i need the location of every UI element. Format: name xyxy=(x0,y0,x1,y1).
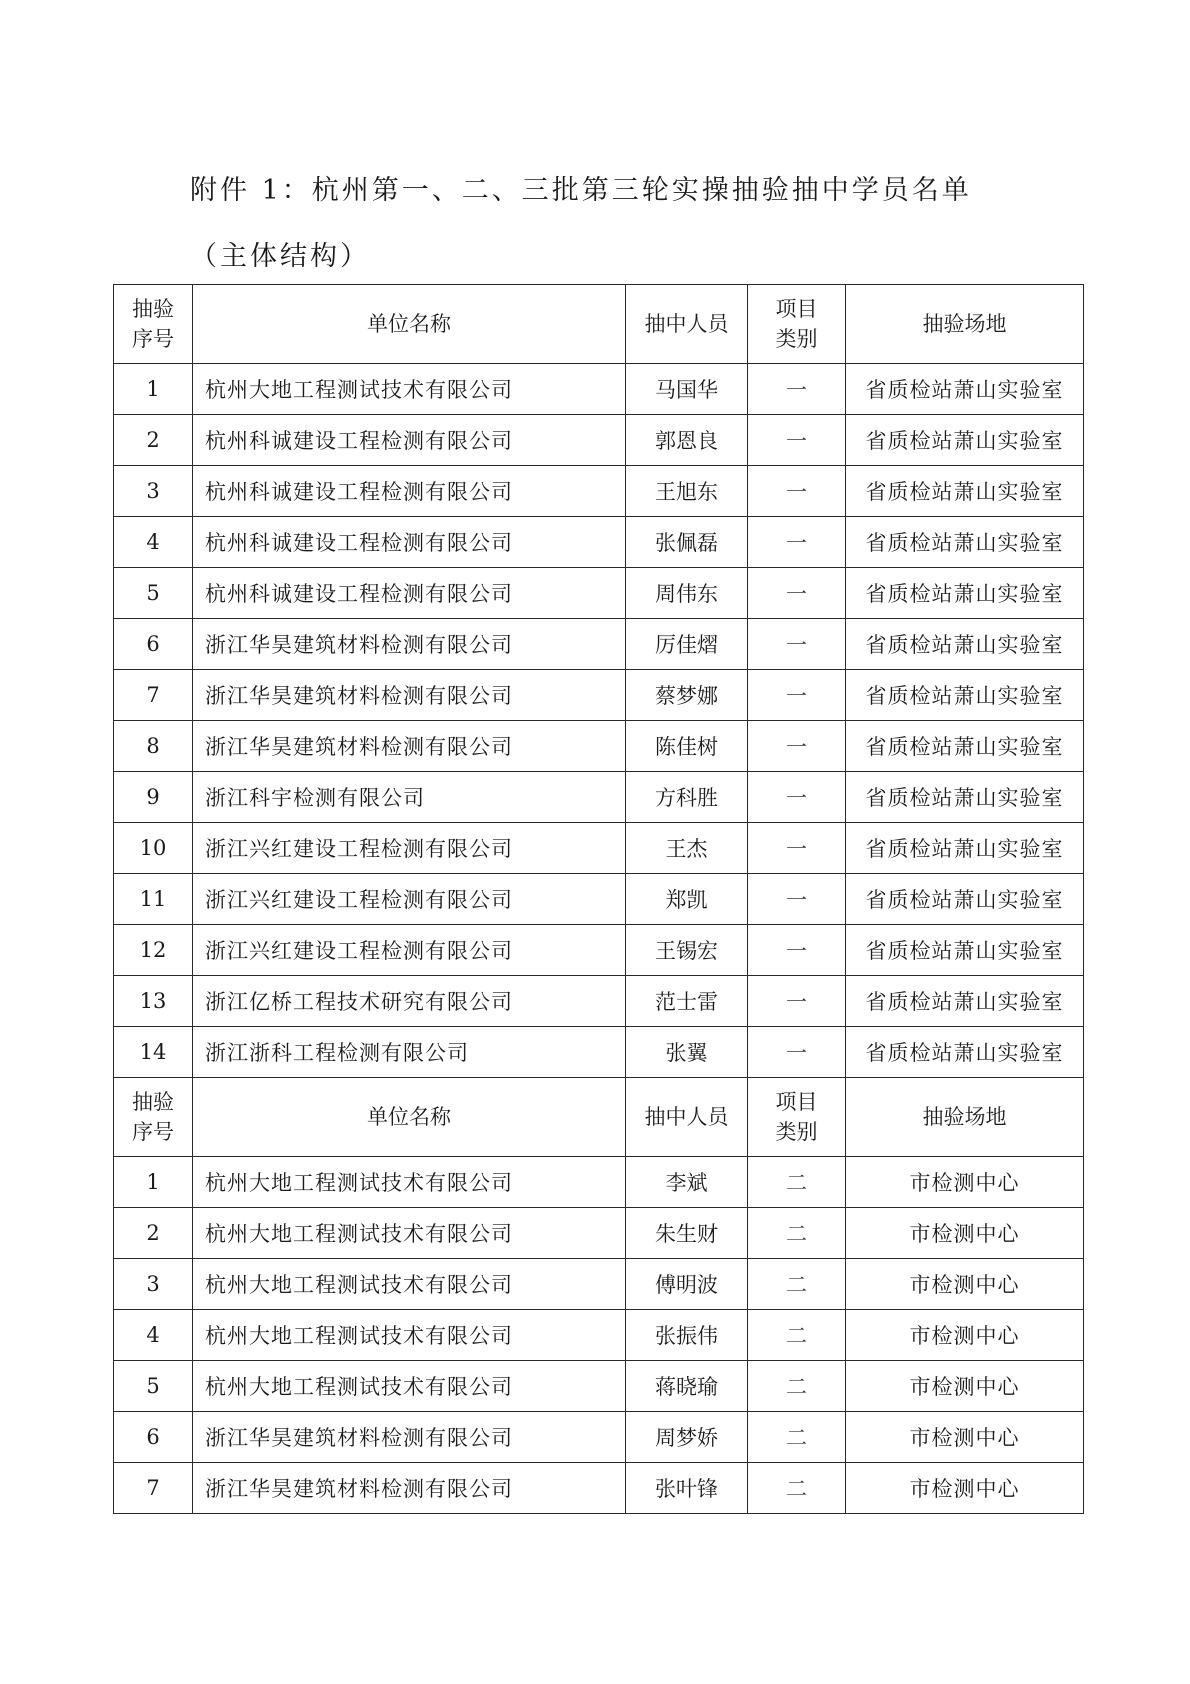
cell-site: 市检测中心 xyxy=(846,1412,1084,1463)
cell-person: 张佩磊 xyxy=(626,517,748,568)
cell-category: 一 xyxy=(748,772,846,823)
cell-unit: 浙江亿桥工程技术研究有限公司 xyxy=(193,976,626,1027)
cell-unit: 浙江华昊建筑材料检测有限公司 xyxy=(193,1463,626,1514)
cell-unit: 浙江华昊建筑材料检测有限公司 xyxy=(193,619,626,670)
cell-seq: 10 xyxy=(114,823,193,874)
table-row xyxy=(114,670,1084,721)
cell-seq: 3 xyxy=(114,466,193,517)
cell-site: 市检测中心 xyxy=(846,1463,1084,1514)
cell-seq: 4 xyxy=(114,517,193,568)
cell-unit: 杭州大地工程测试技术有限公司 xyxy=(193,1361,626,1412)
cell-site: 省质检站萧山实验室 xyxy=(846,466,1084,517)
table-row xyxy=(114,568,1084,619)
cell-unit: 杭州科诚建设工程检测有限公司 xyxy=(193,517,626,568)
cell-seq: 8 xyxy=(114,721,193,772)
cell-category: 一 xyxy=(748,721,846,772)
document-title: 附件 1：杭州第一、二、三批第三轮实操抽验抽中学员名单（主体结构） xyxy=(190,175,972,272)
cell-category: 二 xyxy=(748,1310,846,1361)
cell-seq: 1 xyxy=(114,1157,193,1208)
roster-body xyxy=(114,285,1084,1514)
cell-unit: 浙江华昊建筑材料检测有限公司 xyxy=(193,670,626,721)
table-row xyxy=(114,925,1084,976)
table-row xyxy=(114,1157,1084,1208)
table-row xyxy=(114,466,1084,517)
cell-person: 陈佳树 xyxy=(626,721,748,772)
cell-category: 一 xyxy=(748,364,846,415)
cell-site: 省质检站萧山实验室 xyxy=(846,925,1084,976)
cell-unit: 杭州大地工程测试技术有限公司 xyxy=(193,1259,626,1310)
table-row xyxy=(114,1259,1084,1310)
cell-site: 省质检站萧山实验室 xyxy=(846,517,1084,568)
cell-person: 王杰 xyxy=(626,823,748,874)
cell-person: 张翼 xyxy=(626,1027,748,1078)
cell-seq: 7 xyxy=(114,1463,193,1514)
cell-site: 省质检站萧山实验室 xyxy=(846,976,1084,1027)
cell-unit: 杭州科诚建设工程检测有限公司 xyxy=(193,415,626,466)
table-header-row xyxy=(114,1078,1084,1157)
cell-person: 蔡梦娜 xyxy=(626,670,748,721)
table-row xyxy=(114,364,1084,415)
table-row xyxy=(114,1208,1084,1259)
header-person: 抽中人员 xyxy=(626,1078,748,1157)
cell-person: 张振伟 xyxy=(626,1310,748,1361)
table-row xyxy=(114,874,1084,925)
header-unit: 单位名称 xyxy=(193,1078,626,1157)
cell-site: 省质检站萧山实验室 xyxy=(846,772,1084,823)
cell-seq: 6 xyxy=(114,619,193,670)
cell-person: 范士雷 xyxy=(626,976,748,1027)
cell-person: 周伟东 xyxy=(626,568,748,619)
cell-seq: 5 xyxy=(114,1361,193,1412)
cell-person: 朱生财 xyxy=(626,1208,748,1259)
cell-seq: 1 xyxy=(114,364,193,415)
cell-unit: 杭州科诚建设工程检测有限公司 xyxy=(193,466,626,517)
cell-site: 省质检站萧山实验室 xyxy=(846,721,1084,772)
cell-site: 省质检站萧山实验室 xyxy=(846,415,1084,466)
table-row xyxy=(114,619,1084,670)
cell-site: 省质检站萧山实验室 xyxy=(846,670,1084,721)
header-site: 抽验场地 xyxy=(846,1078,1084,1157)
cell-person: 周梦娇 xyxy=(626,1412,748,1463)
cell-category: 一 xyxy=(748,415,846,466)
cell-unit: 浙江浙科工程检测有限公司 xyxy=(193,1027,626,1078)
cell-category: 一 xyxy=(748,670,846,721)
cell-site: 省质检站萧山实验室 xyxy=(846,619,1084,670)
header-unit: 单位名称 xyxy=(193,285,626,364)
cell-person: 王锡宏 xyxy=(626,925,748,976)
header-category: 项目 类别 xyxy=(748,1078,846,1157)
cell-site: 省质检站萧山实验室 xyxy=(846,1027,1084,1078)
cell-unit: 浙江兴红建设工程检测有限公司 xyxy=(193,874,626,925)
table-header-row xyxy=(114,285,1084,364)
cell-seq: 5 xyxy=(114,568,193,619)
cell-person: 马国华 xyxy=(626,364,748,415)
cell-unit: 浙江兴红建设工程检测有限公司 xyxy=(193,823,626,874)
table-row xyxy=(114,1412,1084,1463)
cell-person: 李斌 xyxy=(626,1157,748,1208)
cell-unit: 浙江兴红建设工程检测有限公司 xyxy=(193,925,626,976)
cell-category: 二 xyxy=(748,1412,846,1463)
roster-table xyxy=(113,284,1084,1514)
cell-category: 一 xyxy=(748,466,846,517)
cell-site: 省质检站萧山实验室 xyxy=(846,568,1084,619)
cell-site: 市检测中心 xyxy=(846,1361,1084,1412)
cell-person: 王旭东 xyxy=(626,466,748,517)
table-row xyxy=(114,1463,1084,1514)
cell-site: 市检测中心 xyxy=(846,1310,1084,1361)
cell-category: 一 xyxy=(748,619,846,670)
cell-site: 省质检站萧山实验室 xyxy=(846,364,1084,415)
cell-seq: 11 xyxy=(114,874,193,925)
header-person: 抽中人员 xyxy=(626,285,748,364)
cell-category: 一 xyxy=(748,976,846,1027)
cell-category: 二 xyxy=(748,1259,846,1310)
table-row xyxy=(114,1027,1084,1078)
cell-seq: 9 xyxy=(114,772,193,823)
cell-seq: 14 xyxy=(114,1027,193,1078)
cell-person: 方科胜 xyxy=(626,772,748,823)
cell-seq: 4 xyxy=(114,1310,193,1361)
table-row xyxy=(114,772,1084,823)
cell-seq: 7 xyxy=(114,670,193,721)
cell-category: 一 xyxy=(748,874,846,925)
cell-site: 省质检站萧山实验室 xyxy=(846,823,1084,874)
cell-seq: 2 xyxy=(114,415,193,466)
table-row xyxy=(114,823,1084,874)
cell-unit: 杭州科诚建设工程检测有限公司 xyxy=(193,568,626,619)
table-row xyxy=(114,415,1084,466)
header-seq: 抽验 序号 xyxy=(114,1078,193,1157)
cell-person: 傅明波 xyxy=(626,1259,748,1310)
cell-category: 一 xyxy=(748,925,846,976)
table-row xyxy=(114,976,1084,1027)
cell-person: 张叶锋 xyxy=(626,1463,748,1514)
cell-category: 一 xyxy=(748,568,846,619)
cell-seq: 3 xyxy=(114,1259,193,1310)
cell-seq: 13 xyxy=(114,976,193,1027)
cell-category: 二 xyxy=(748,1463,846,1514)
cell-seq: 2 xyxy=(114,1208,193,1259)
cell-unit: 杭州大地工程测试技术有限公司 xyxy=(193,1208,626,1259)
cell-seq: 12 xyxy=(114,925,193,976)
cell-site: 市检测中心 xyxy=(846,1157,1084,1208)
cell-person: 郭恩良 xyxy=(626,415,748,466)
header-seq: 抽验 序号 xyxy=(114,285,193,364)
cell-unit: 浙江华昊建筑材料检测有限公司 xyxy=(193,721,626,772)
table-row xyxy=(114,1361,1084,1412)
cell-site: 市检测中心 xyxy=(846,1208,1084,1259)
header-site: 抽验场地 xyxy=(846,285,1084,364)
cell-person: 蒋晓瑜 xyxy=(626,1361,748,1412)
table-row xyxy=(114,1310,1084,1361)
cell-seq: 6 xyxy=(114,1412,193,1463)
cell-unit: 杭州大地工程测试技术有限公司 xyxy=(193,1157,626,1208)
table-row xyxy=(114,517,1084,568)
table-row xyxy=(114,721,1084,772)
cell-unit: 杭州大地工程测试技术有限公司 xyxy=(193,1310,626,1361)
cell-site: 市检测中心 xyxy=(846,1259,1084,1310)
cell-category: 一 xyxy=(748,517,846,568)
cell-site: 省质检站萧山实验室 xyxy=(846,874,1084,925)
cell-category: 一 xyxy=(748,823,846,874)
cell-unit: 杭州大地工程测试技术有限公司 xyxy=(193,364,626,415)
cell-person: 厉佳熠 xyxy=(626,619,748,670)
cell-unit: 浙江科宇检测有限公司 xyxy=(193,772,626,823)
header-category: 项目 类别 xyxy=(748,285,846,364)
cell-category: 二 xyxy=(748,1208,846,1259)
cell-category: 二 xyxy=(748,1157,846,1208)
cell-unit: 浙江华昊建筑材料检测有限公司 xyxy=(193,1412,626,1463)
cell-person: 郑凯 xyxy=(626,874,748,925)
cell-category: 一 xyxy=(748,1027,846,1078)
cell-category: 二 xyxy=(748,1361,846,1412)
